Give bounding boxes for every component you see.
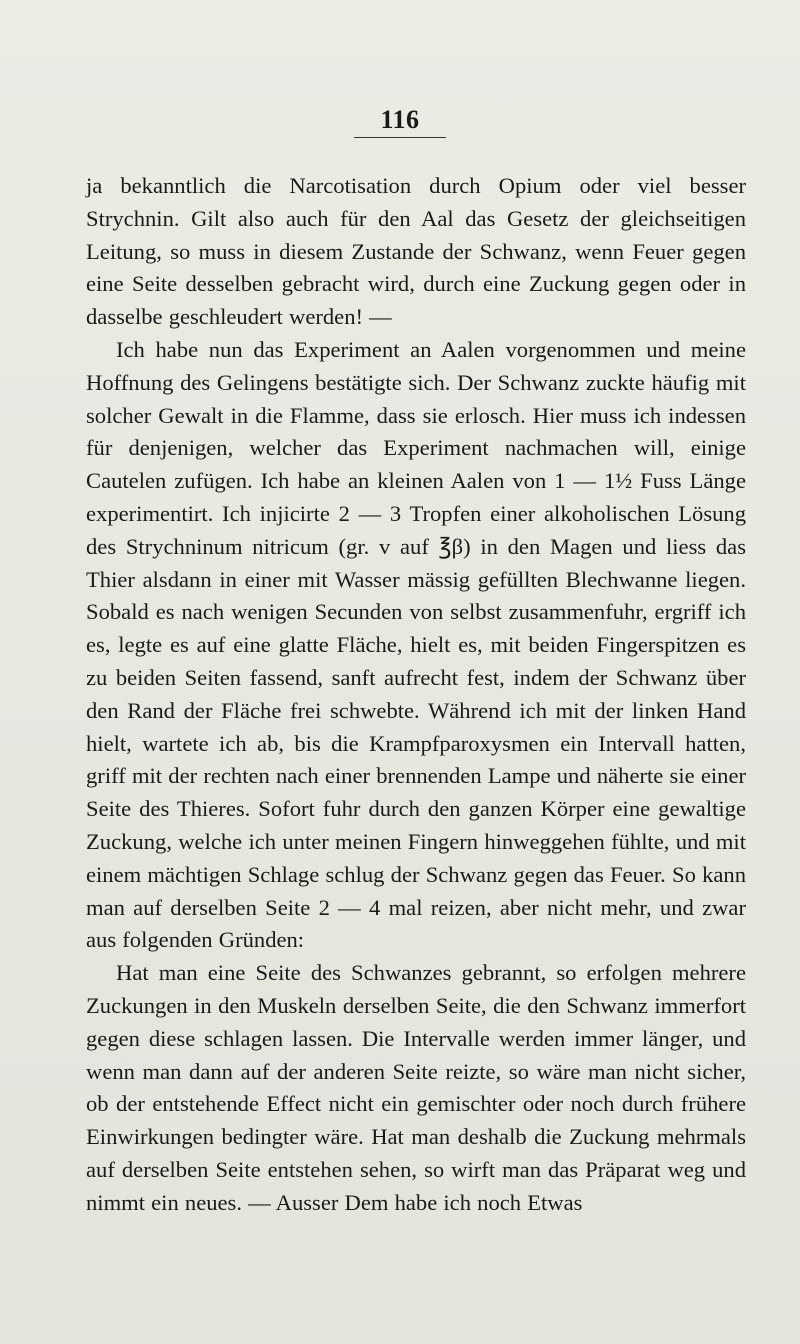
paragraph-2: Ich habe nun das Experiment an Aalen vorgenommen und meine Hoffnung des Gelingens bestätigte sich. Der Schwanz zuckte häufig mit solcher Gewalt in die Flamme, dass sie erlosch. Hier muss ich indessen für denjenigen, welcher das Experiment nachmachen will, einige Cautelen zufügen. Ich habe an kleinen Aalen von 1 — 1½ Fuss Länge experimentirt. Ich injicirte 2 — 3 Tropfen einer alkoholischen Lösung des Strychninum nitricum (gr. v auf ℥β) in den Magen und liess das Thier alsdann in einer mit Wasser mässig gefüllten Blechwanne liegen. Sobald es nach wenigen Secunden von selbst zusammenfuhr, ergriff ich es, legte es auf eine glatte Fläche, hielt es, mit beiden Fingerspitzen es zu beiden Seiten fassend, sanft aufrecht fest, indem der Schwanz über den Rand der Fläche frei schwebte. Während ich mit der linken Hand hielt, wartete ich ab, bis die Krampfparoxysmen ein Intervall hatten, griff mit der rechten nach einer brennenden Lampe und näherte sie einer Seite des Thieres. Sofort fuhr durch den ganzen Körper eine gewaltige Zuckung, welche ich unter meinen Fingern hinweggehen fühlte, und mit einem mächtigen Schlage schlug der Schwanz gegen das Feuer. So kann man auf derselben Seite 2 — 4 mal reizen, aber nicht mehr, und zwar aus folgenden Gründen: <box>86 336 746 953</box>
paragraph-1: ja bekanntlich die Narcotisation durch Opium oder viel besser Strychnin. Gilt also auch für den Aal das Gesetz der gleichseitigen Leitung, so muss in diesem Zustande der Schwanz, wenn Feuer gegen eine Seite desselben gebracht wird, durch eine Zuckung gegen oder in dasselbe geschleudert werden! — <box>86 173 746 330</box>
page-number <box>0 104 800 138</box>
body-text <box>86 170 746 1220</box>
paragraph-3: Hat man eine Seite des Schwanzes gebrannt, so erfolgen mehrere Zuckungen in den Muskeln derselben Seite, die den Schwanz immerfort gegen diese schlagen lassen. Die Intervalle werden immer länger, und wenn man dann auf der anderen Seite reizte, so wäre man nicht sicher, ob der entstehende Effect nicht ein gemischter oder noch durch frühere Einwirkungen bedingter wäre. Hat man deshalb die Zuckung mehrmals auf derselben Seite entstehen sehen, so wirft man das Präparat weg und nimmt ein neues. — Ausser Dem habe ich noch Etwas <box>86 960 746 1215</box>
page-number-text: 116 <box>354 104 445 138</box>
